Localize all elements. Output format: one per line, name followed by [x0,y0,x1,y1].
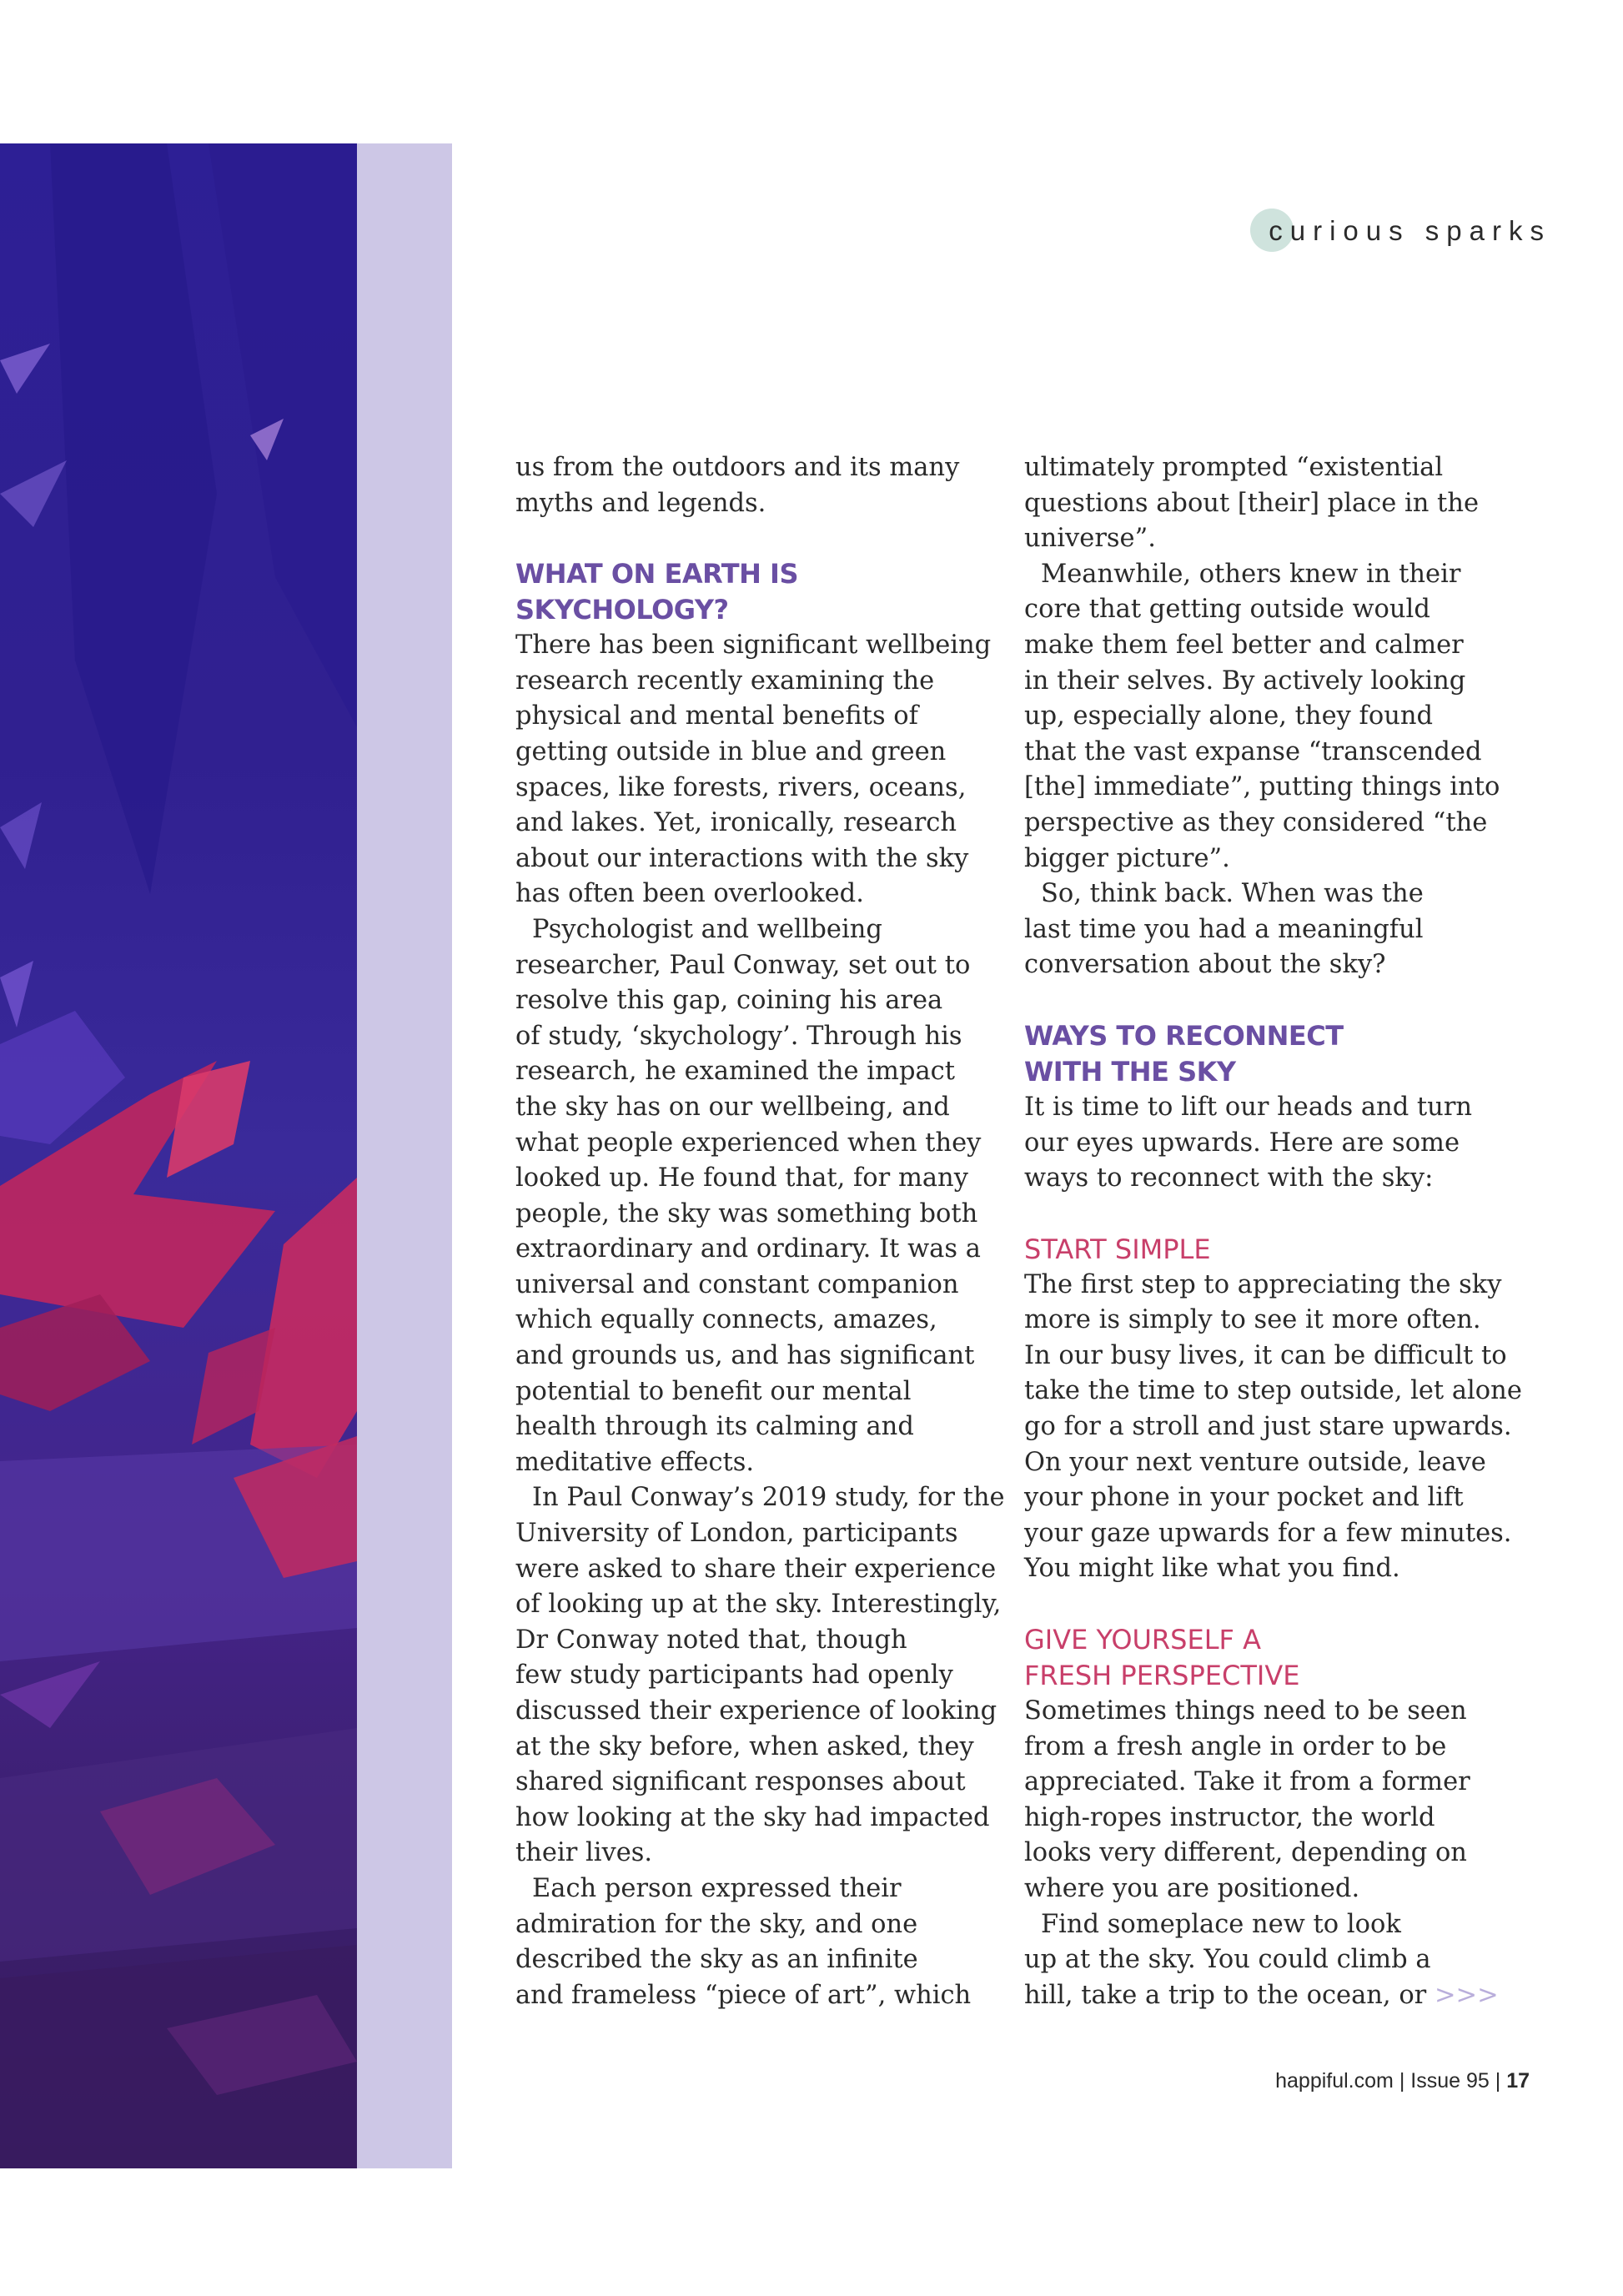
subheading [1024,1232,1491,1268]
body-text: up at the sky. You could climb a [1024,1945,1431,1975]
body-line [1024,1942,1491,1978]
body-line [1024,1090,1491,1126]
body-text: appreciated. Take it from a former [1024,1767,1470,1797]
body-line [515,1552,997,1588]
body-line [515,628,992,664]
body-line [1024,1801,1491,1836]
body-text: You might like what you find. [1024,1554,1400,1584]
body-text: about our interactions with the sky [515,843,969,873]
body-text: looks very different, depending on [1024,1838,1467,1868]
article-column-right [1024,450,1522,2013]
body-text: ways to reconnect with the sky: [1024,1163,1434,1193]
body-line [515,771,982,806]
body-text: physical and mental benefits of [515,701,918,731]
body-text: conversation about the sky? [1024,950,1386,980]
section-heading [1024,1054,1491,1090]
body-text: meditative effects. [515,1447,755,1477]
body-line [1024,628,1491,664]
body-text: University of London, participants [515,1519,958,1549]
body-text: few study participants had openly [515,1660,953,1691]
body-text: core that getting outside would [1024,595,1430,625]
body-line [515,842,982,877]
body-text: your gaze upwards for a few minutes. [1024,1518,1512,1548]
body-text: at the sky before, when asked, they [515,1731,974,1761]
body-line [515,1836,982,1871]
body-text: us from the outdoors and its many [515,453,960,482]
body-line [515,1623,982,1659]
body-text: your phone in your pocket and lift [1024,1483,1464,1513]
body-line [515,1303,982,1339]
body-text: Sometimes things need to be seen [1024,1696,1467,1726]
body-text: In Paul Conway’s 2019 study, for the [532,1483,1005,1513]
body-text: extraordinary and ordinary. It was a [515,1234,981,1264]
body-line [515,1197,982,1233]
body-text: our eyes upwards. Here are some [1024,1128,1460,1158]
body-line [1024,1765,1491,1801]
spacer [1024,983,1491,1018]
body-line [1024,842,1491,877]
body-text: Dr Conway noted that, though [515,1625,907,1655]
footer-issue: Issue 95 [1410,2069,1490,2093]
body-text: and frameless “piece of art”, which [515,1980,972,2010]
body-line [515,1801,990,1836]
body-text: what people experienced when they [515,1128,982,1158]
spacer [1024,1587,1491,1622]
body-line [1024,521,1491,557]
body-line [1024,1836,1491,1871]
body-line [1024,912,1491,948]
body-text: looked up. He found that, for many [515,1163,968,1193]
body-text: The first step to appreciating the sky [1024,1269,1502,1299]
subheading-text: GIVE YOURSELF A [1024,1624,1261,1656]
continue-arrows: >>> [1434,1980,1499,2010]
body-line [1024,877,1491,912]
body-text: getting outside in blue and green [515,736,947,766]
body-line [1024,1126,1491,1162]
body-line [515,877,982,912]
spacer [1024,1197,1491,1232]
body-text: research recently examining the [515,666,935,696]
body-text: from a fresh angle in order to be [1024,1731,1447,1761]
body-text: how looking at the sky had impacted [515,1802,990,1832]
body-line [1024,1978,1499,2014]
footer-separator: | [1495,2069,1501,2093]
body-line [515,1268,982,1304]
body-line [515,1658,982,1694]
body-text: perspective as they considered “the [1024,807,1488,837]
section-tag [1269,210,1551,252]
spacer [515,521,982,556]
body-text: ultimately prompted “existential [1024,453,1444,482]
body-line [1024,1480,1491,1516]
subheading-text: FRESH PERSPECTIVE [1024,1660,1300,1692]
body-line [1024,1303,1491,1339]
body-line [1024,699,1491,735]
body-line [515,1019,982,1055]
body-line [515,1339,982,1374]
body-text: [the] immediate”, putting things into [1024,772,1500,802]
body-text: admiration for the sky, and one [515,1909,918,1939]
illustration-panel [0,143,357,2168]
body-line [1024,947,1491,983]
body-line [515,486,982,522]
subheading [1024,1658,1491,1694]
body-line [515,1090,982,1126]
section-label: curious sparks [1269,215,1551,246]
body-line [515,1409,982,1445]
section-heading [515,556,982,592]
body-line [515,450,982,486]
lavender-strip [357,143,452,2168]
body-text: Psychologist and wellbeing [532,914,882,944]
body-line [1024,592,1491,628]
body-text: Meanwhile, others knew in their [1041,559,1461,589]
body-text: of study, ‘skychology’. Through his [515,1021,962,1051]
body-line [515,983,982,1019]
body-text: myths and legends. [515,488,766,518]
body-line [515,1516,982,1552]
body-text: universe”. [1024,524,1156,554]
body-text: of looking up at the sky. Interestingly, [515,1590,1002,1620]
body-text: It is time to lift our heads and turn [1024,1092,1473,1122]
body-text: So, think back. When was the [1041,879,1424,909]
body-text: and lakes. Yet, ironically, research [515,808,957,838]
body-line [515,1232,982,1268]
body-line [1024,735,1491,771]
body-text: were asked to share their experience [515,1554,997,1584]
body-text: health through its calming and [515,1412,914,1442]
body-text: up, especially alone, they found [1024,701,1434,731]
body-line [515,735,982,771]
body-line [515,948,982,984]
body-text: Each person expressed their [532,1873,902,1903]
body-text: researcher, Paul Conway, set out to [515,950,971,980]
footer-site: happiful.com [1275,2069,1394,2093]
body-text: resolve this gap, coining his area [515,986,943,1016]
page-number: 17 [1506,2069,1530,2093]
body-text: where you are positioned. [1024,1874,1360,1903]
section-heading [515,592,982,628]
section-heading-text: WHAT ON EARTH IS [515,558,798,590]
body-line [1024,1409,1512,1445]
body-text: There has been significant wellbeing [515,631,992,661]
body-line [515,806,982,842]
body-text: described the sky as an infinite [515,1945,918,1975]
body-text: questions about [their] place in the [1024,488,1480,518]
page-footer [1275,2069,1530,2093]
body-text: their lives. [515,1838,653,1868]
body-line [1024,664,1491,700]
body-text: which equally connects, amazes, [515,1305,937,1335]
section-heading [1024,1018,1491,1054]
body-text: go for a stroll and just stare upwards. [1024,1412,1512,1442]
body-text: has often been overlooked. [515,879,864,909]
body-line [515,1694,997,1730]
body-line [1024,1551,1491,1587]
body-line [1024,1694,1491,1730]
body-line [1024,1730,1491,1766]
body-line [1024,770,1500,806]
body-text: people, the sky was something both [515,1198,978,1228]
body-line [1024,1516,1512,1552]
body-text: hill, take a trip to the ocean, or [1024,1980,1427,2010]
section-heading-text: WITH THE SKY [1024,1055,1236,1088]
body-line [515,1054,982,1090]
body-text: In our busy lives, it can be difficult to [1024,1340,1507,1370]
body-text: high-ropes instructor, the world [1024,1802,1435,1832]
body-text: that the vast expanse “transcended [1024,736,1482,766]
body-line [515,664,982,700]
section-heading-text: SKYCHOLOGY? [515,594,729,626]
body-line [1024,1161,1491,1197]
body-line [515,1374,982,1410]
body-text: and grounds us, and has significant [515,1341,975,1371]
body-line [1024,1374,1522,1409]
subheading [1024,1622,1491,1658]
body-text: Find someplace new to look [1041,1909,1401,1939]
body-text: shared significant responses about [515,1767,966,1797]
body-line [515,1730,982,1766]
footer-separator: | [1399,2069,1405,2093]
body-line [1024,1871,1491,1907]
body-line [1024,1339,1507,1374]
body-line [1024,1445,1491,1481]
body-text: last time you had a meaningful [1024,914,1424,944]
body-text: spaces, like forests, rivers, oceans, [515,772,967,802]
body-line [1024,450,1491,486]
body-text: potential to benefit our mental [515,1376,912,1406]
body-line [515,1161,982,1197]
body-text: take the time to step outside, let alone [1024,1376,1522,1406]
body-line [515,1871,982,1907]
body-text: bigger picture”. [1024,843,1230,873]
body-text: On your next venture outside, leave [1024,1447,1486,1477]
article-column-left [515,450,1005,2013]
body-text: the sky has on our wellbeing, and [515,1092,950,1122]
body-line [515,1765,982,1801]
abstract-sky-illustration [0,143,357,2168]
body-text: research, he examined the impact [515,1057,955,1087]
body-text: discussed their experience of looking [515,1696,997,1726]
body-line [515,1480,1005,1516]
subheading-text: START SIMPLE [1024,1233,1211,1265]
body-line [1024,1907,1491,1943]
body-line [515,1907,982,1943]
body-line [515,1445,982,1481]
body-line [1024,1268,1502,1304]
body-line [515,912,982,948]
body-line [515,1587,1002,1623]
body-line [1024,486,1491,522]
body-line [515,1942,982,1978]
body-text: make them feel better and calmer [1024,630,1464,660]
body-text: more is simply to see it more often. [1024,1305,1481,1335]
body-line [515,1978,982,2014]
body-text: in their selves. By actively looking [1024,666,1466,696]
body-line [515,1126,982,1162]
section-heading-text: WAYS TO RECONNECT [1024,1019,1344,1052]
body-line [515,699,982,735]
body-text: universal and constant companion [515,1269,959,1299]
body-line [1024,557,1491,593]
body-line [1024,806,1491,842]
